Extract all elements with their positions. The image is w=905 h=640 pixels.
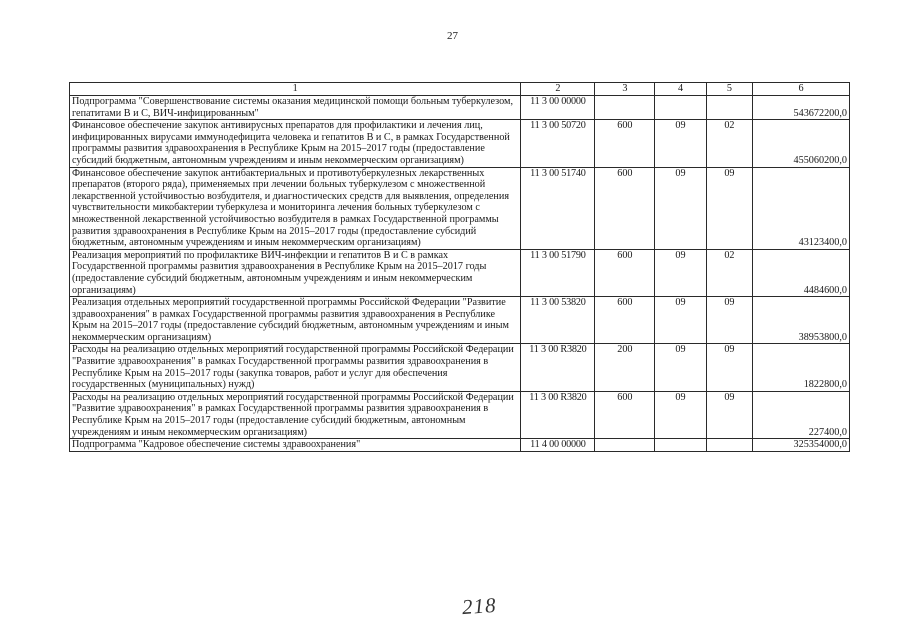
- row-col-3: 200: [595, 344, 655, 391]
- header-col-2: 2: [521, 83, 595, 96]
- row-col-4: 09: [655, 167, 707, 249]
- table-row: [70, 96, 850, 120]
- table-row: [70, 344, 850, 391]
- row-code: 11 3 00 50720: [521, 120, 595, 167]
- row-code: 11 3 00 53820: [521, 297, 595, 344]
- row-col-5: [706, 439, 752, 452]
- header-col-6: 6: [753, 83, 850, 96]
- row-name: Подпрограмма "Кадровое обеспечение системы здравоохранения": [70, 439, 521, 452]
- header-col-5: 5: [706, 83, 752, 96]
- row-col-5: 09: [706, 297, 752, 344]
- header-col-3: 3: [595, 83, 655, 96]
- row-code: 11 3 00 00000: [521, 96, 595, 120]
- row-col-4: 09: [655, 344, 707, 391]
- row-col-3: 600: [595, 297, 655, 344]
- row-sum: 1822800,0: [753, 344, 850, 391]
- row-col-3: 600: [595, 391, 655, 438]
- row-sum: 455060200,0: [753, 120, 850, 167]
- row-col-4: [655, 96, 707, 120]
- row-col-4: [655, 439, 707, 452]
- row-col-3: [595, 439, 655, 452]
- row-col-5: 09: [706, 344, 752, 391]
- row-sum: 227400,0: [753, 391, 850, 438]
- row-col-4: 09: [655, 297, 707, 344]
- table-row: [70, 391, 850, 438]
- row-sum: 38953800,0: [753, 297, 850, 344]
- row-col-5: 09: [706, 391, 752, 438]
- row-name: Реализация мероприятий по профилактике ВИЧ-инфекции и гепатитов В и С в рамках Государственной программы развития здравоохранения в Республике Крым на 2015–2017 годы (предоставление субсидий бюджетным, автономным учреждениям и иным некоммерческим организациям): [70, 249, 521, 296]
- row-code: 11 3 00 51790: [521, 249, 595, 296]
- row-col-5: [706, 96, 752, 120]
- page-number: 27: [447, 30, 458, 42]
- row-name: Расходы на реализацию отдельных мероприятий государственной программы Российской Федерации "Развитие здравоохранения" в рамках Государственной программы развития здравоохранения в Республике Крым на 2015–2017 годы (закупка товаров, работ и услуг для обеспечения государственных (муниципальных) нужд): [70, 344, 521, 391]
- row-code: 11 3 00 R3820: [521, 391, 595, 438]
- header-row: [70, 83, 850, 96]
- table-row: [70, 249, 850, 296]
- row-sum: 325354000,0: [753, 439, 850, 452]
- row-name: Расходы на реализацию отдельных мероприятий государственной программы Российской Федерации "Развитие здравоохранения" в рамках Государственной программы развития здравоохранения в Республике Крым на 2015–2017 годы (предоставление субсидий бюджетным, автономным учреждениям и иным некоммерческим организациям): [70, 391, 521, 438]
- row-code: 11 3 00 51740: [521, 167, 595, 249]
- row-name: Финансовое обеспечение закупок антибактериальных и противотуберкулезных лекарственных препаратов (второго ряда), применяемых при лечении больных туберкулезом с множественной лекарственной устойчивостью возбудителя, и диагностических средств для выявления, определения чувствительности микобактерии туберкулеза и мониторинга лечения больных туберкулезом с множественной лекарственной устойчивостью возбудителя в рамках Государственной программы развития здравоохранения в Республике Крым на 2015–2017 годы (предоставление субсидий бюджетным, автономным учреждениям и иным некоммерческим организациям): [70, 167, 521, 249]
- header-col-4: 4: [655, 83, 707, 96]
- row-col-5: 09: [706, 167, 752, 249]
- table-row: [70, 120, 850, 167]
- row-col-3: 600: [595, 249, 655, 296]
- row-col-3: [595, 96, 655, 120]
- header-col-1: 1: [70, 83, 521, 96]
- row-code: 11 3 00 R3820: [521, 344, 595, 391]
- table-row: [70, 167, 850, 249]
- row-col-4: 09: [655, 120, 707, 167]
- row-col-5: 02: [706, 249, 752, 296]
- row-sum: 4484600,0: [753, 249, 850, 296]
- row-col-4: 09: [655, 391, 707, 438]
- row-name: Подпрограмма "Совершенствование системы оказания медицинской помощи больным туберкулезом, гепатитами В и С, ВИЧ-инфицированным": [70, 96, 521, 120]
- row-col-3: 600: [595, 120, 655, 167]
- row-col-3: 600: [595, 167, 655, 249]
- row-name: Реализация отдельных мероприятий государственной программы Российской Федерации "Развитие здравоохранения" в рамках Государственной программы развития здравоохранения в Республике Крым на 2015–2017 годы (предоставление субсидий бюджетным, автономным учреждениям и иным некоммерческим организациям): [70, 297, 521, 344]
- table-row: [70, 297, 850, 344]
- row-sum: 543672200,0: [753, 96, 850, 120]
- handwritten-page-mark: 218: [461, 592, 498, 620]
- budget-table: [69, 82, 850, 452]
- row-name: Финансовое обеспечение закупок антивирусных препаратов для профилактики и лечения лиц, инфицированных вирусами иммунодефицита человека и гепатитов В и С, в рамках Государственной программы развития здравоохранения в Республике Крым на 2015–2017 годы (предоставление субсидий бюджетным, автономным учреждениям и иным некоммерческим организациям): [70, 120, 521, 167]
- table-row: [70, 439, 850, 452]
- row-sum: 43123400,0: [753, 167, 850, 249]
- row-col-5: 02: [706, 120, 752, 167]
- row-code: 11 4 00 00000: [521, 439, 595, 452]
- row-col-4: 09: [655, 249, 707, 296]
